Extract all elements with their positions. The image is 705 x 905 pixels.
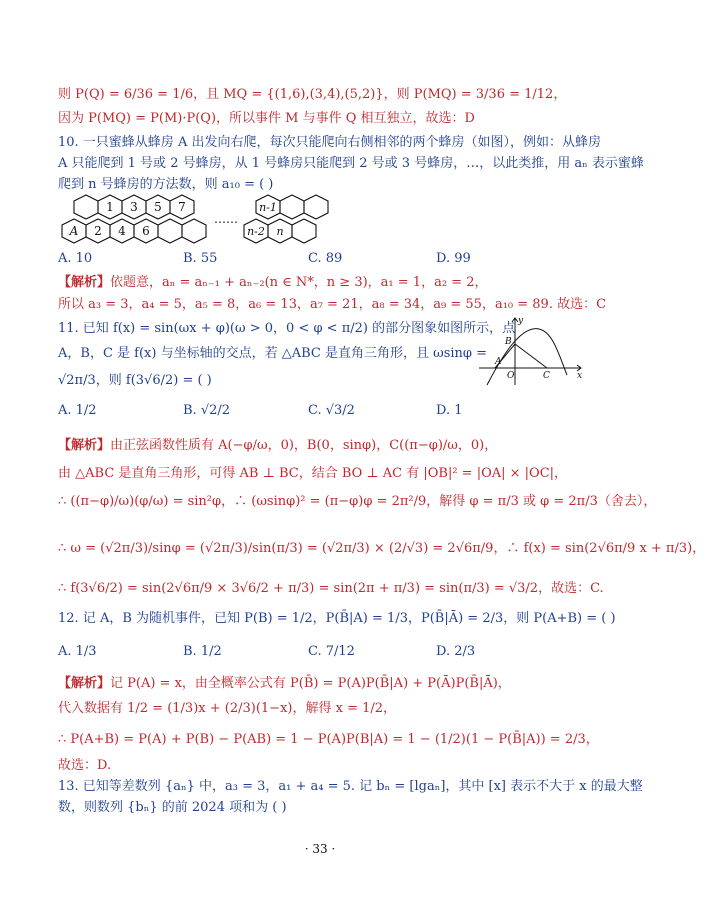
solution-text: 由正弦函数性质有 A(−φ/ω，0)，B(0，sinφ)，C((π−φ)/ω，0)， xyxy=(110,438,498,453)
solution-line xyxy=(58,274,487,292)
cell-label: n xyxy=(276,225,284,238)
solution-line: 故选：D. xyxy=(58,758,112,773)
question-text: A，B，C 是 f(x) 与坐标轴的交点，若 △ABC 是直角三角形，且 ωsinφ = xyxy=(58,346,488,361)
solution-line xyxy=(58,675,511,693)
question-text: 爬到 n 号蜂房的方法数，则 a₁₀ = ( ) xyxy=(58,177,274,192)
question-13: 13. 已知等差数列 {aₙ} 中，a₃ = 3，a₁ + a₄ = 5. 记 bₙ = [lgaₙ]，其中 [x] 表示不大于 x 的最大整 xyxy=(58,779,643,794)
cell-label: A xyxy=(69,224,79,238)
cell-label: n-1 xyxy=(259,201,277,214)
cell-label: 7 xyxy=(178,200,186,214)
question-12: 12. 记 A，B 为随机事件，已知 P(B) = 1/2，P(B̄|A) = 1/3，P(B̄|Ā) = 2/3，则 P(A+B) = ( ) xyxy=(58,611,616,626)
option-c: C. 7/12 xyxy=(308,644,355,659)
axis-label: x xyxy=(577,371,583,381)
option-a: A. 10 xyxy=(58,251,93,266)
option-b: B. 55 xyxy=(183,251,218,266)
cell-label: 4 xyxy=(118,224,126,238)
text-line: 因为 P(MQ) = P(M)·P(Q)，所以事件 M 与事件 Q 相互独立，故选：D xyxy=(58,111,475,126)
solution-line xyxy=(58,437,497,455)
question-11: 11. 已知 f(x) = sin(ωx + φ)(ω > 0，0 < φ < π/2) 的部分图象如图所示，点 xyxy=(58,321,516,336)
text-line: 则 P(Q) = 6/36 = 1/6，且 MQ = {(1,6),(3,4),(5,2)}，则 P(MQ) = 3/36 = 1/12， xyxy=(58,87,567,102)
solution-text: 记 P(A) = x，由全概率公式有 P(B̄) = P(A)P(B̄|A) + P(Ā)P(B̄|Ā)， xyxy=(110,676,511,691)
question-text: √2π/3，则 f(3√6/2) = ( ) xyxy=(58,373,212,388)
cell-label: 1 xyxy=(106,200,114,214)
solution-text: 依题意，aₙ = aₙ₋₁ + aₙ₋₂(n ∈ N*，n ≥ 3)，a₁ = 1，a₂ = 2， xyxy=(110,275,488,290)
cell-label: 5 xyxy=(154,200,162,214)
option-c: C. √3/2 xyxy=(308,403,355,418)
option-d: D. 1 xyxy=(436,403,463,418)
option-b: B. √2/2 xyxy=(183,403,231,418)
cell-label: 2 xyxy=(94,224,102,238)
honeycomb-figure xyxy=(50,192,380,250)
cell-label: n-2 xyxy=(247,225,265,238)
solution-line: ∴ ((π−φ)/ω)(φ/ω) = sin²φ，∴ (ωsinφ)² = (π−φ)φ = 2π²/9，解得 φ = π/3 或 φ = 2π/3（舍去）， xyxy=(58,494,657,509)
solution-tag: 【解析】 xyxy=(58,438,111,453)
option-d: D. 99 xyxy=(436,251,471,266)
option-a: A. 1/2 xyxy=(58,403,97,418)
question-text: 数，则数列 {bₙ} 的前 2024 项和为 ( ) xyxy=(58,800,287,815)
option-a: A. 1/3 xyxy=(58,644,97,659)
point-label: A xyxy=(495,357,502,367)
solution-line: ∴ ω = (√2π/3)/sinφ = (√2π/3)/sin(π/3) = (√2π/3) × (2/√3) = 2√6π/9，∴ f(x) = sin(2√6π/9 x + π/3)， xyxy=(58,541,705,556)
solution-line: 由 △ABC 是直角三角形，可得 AB ⊥ BC，结合 BO ⊥ AC 有 |OB|² = |OA| × |OC|， xyxy=(58,466,568,481)
solution-tag: 【解析】 xyxy=(58,676,111,691)
point-label: C xyxy=(543,371,550,381)
ellipsis: …… xyxy=(214,212,238,226)
question-text: A 只能爬到 1 号或 2 号蜂房，从 1 号蜂房只能爬到 2 号或 3 号蜂房，…，以此类推，用 aₙ 表示蜜蜂 xyxy=(58,156,644,171)
point-label: B xyxy=(505,337,512,347)
solution-line: 所以 a₃ = 3，a₄ = 5，a₅ = 8，a₆ = 13，a₇ = 21，a₈ = 34，a₉ = 55，a₁₀ = 89. 故选：C xyxy=(58,297,607,312)
solution-tag: 【解析】 xyxy=(58,275,111,290)
option-b: B. 1/2 xyxy=(183,644,222,659)
question-10: 10. 一只蜜蜂从蜂房 A 出发向右爬，每次只能爬向右侧相邻的两个蜂房（如图），例如：从蜂房 xyxy=(58,135,601,150)
solution-line: 代入数据有 1/2 = (1/3)x + (2/3)(1−x)，解得 x = 1/2， xyxy=(58,701,397,716)
point-label: O xyxy=(507,371,515,381)
cell-label: 6 xyxy=(142,224,150,238)
sine-graph xyxy=(475,315,585,387)
option-c: C. 89 xyxy=(308,251,343,266)
option-d: D. 2/3 xyxy=(436,644,476,659)
cell-label: 3 xyxy=(130,200,138,214)
solution-line: ∴ P(A+B) = P(A) + P(B) − P(AB) = 1 − P(A)P(B|A) = 1 − (1/2)(1 − P(B̄|A)) = 2/3， xyxy=(58,732,599,747)
page-number: · 33 · xyxy=(304,842,336,856)
axis-label: y xyxy=(518,316,524,326)
solution-line: ∴ f(3√6/2) = sin(2√6π/9 × 3√6/2 + π/3) = sin(2π + π/3) = sin(π/3) = √3/2，故选：C. xyxy=(58,581,604,596)
